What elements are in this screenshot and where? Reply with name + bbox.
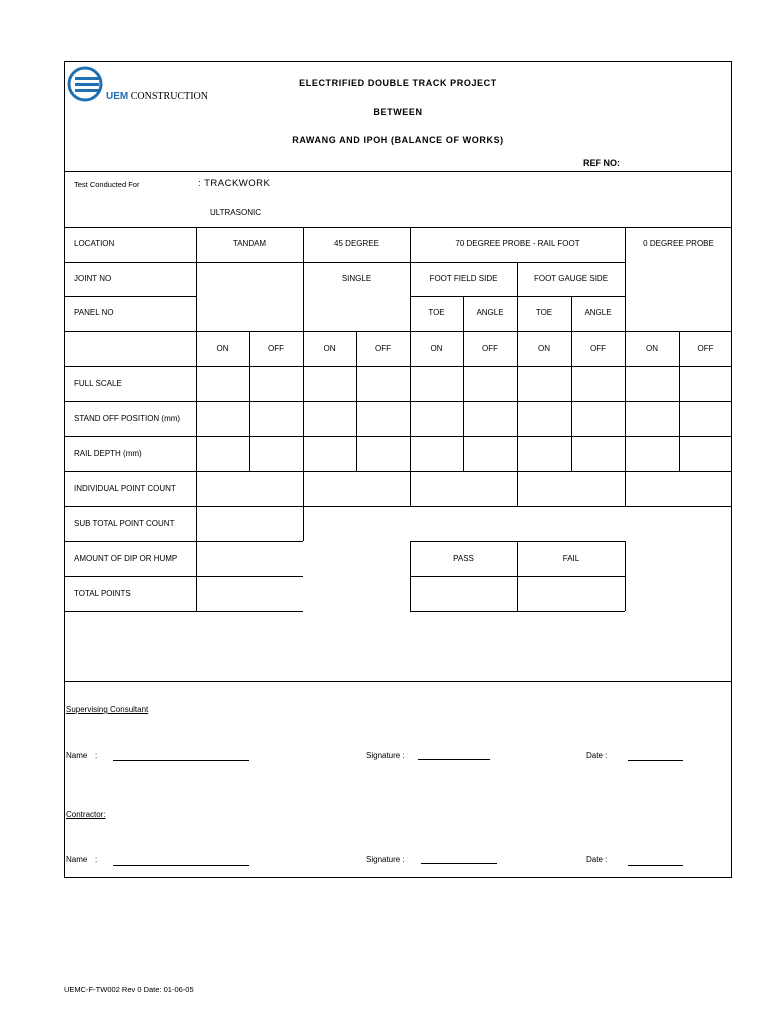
col-line (571, 296, 572, 471)
col-line (463, 296, 464, 471)
consultant-date-line[interactable] (628, 760, 683, 761)
row-line (64, 401, 732, 402)
full-scale-label: FULL SCALE (74, 379, 122, 388)
row-line (64, 366, 732, 367)
contractor-signature-label: Signature : (366, 855, 405, 864)
location-label: LOCATION (74, 239, 115, 248)
on-header: ON (430, 344, 443, 353)
contractor-name-line[interactable] (113, 865, 249, 866)
consultant-name-line[interactable] (113, 760, 249, 761)
off-header: OFF (590, 344, 606, 353)
col-line (410, 541, 411, 611)
individual-count-label: INDIVIDUAL POINT COUNT (74, 484, 176, 493)
row-line (64, 331, 732, 332)
col-line (625, 541, 626, 611)
col-line (517, 541, 518, 611)
angle-header: ANGLE (584, 308, 612, 317)
off-header: OFF (482, 344, 498, 353)
toe-header: TOE (428, 308, 445, 317)
col-line (625, 227, 626, 506)
off-header: OFF (268, 344, 284, 353)
consultant-date-label: Date : (586, 751, 608, 760)
test-divider (64, 227, 732, 228)
standoff-label: STAND OFF POSITION (mm) (74, 414, 181, 423)
row-line (64, 506, 732, 507)
foot-field-header: FOOT FIELD SIDE (429, 274, 498, 283)
test-conducted-label: Test Conducted For (74, 180, 140, 189)
total-points-label: TOTAL POINTS (74, 589, 131, 598)
deg70-header: 70 DEGREE PROBE - RAIL FOOT (455, 239, 580, 248)
form-code-footer: UEMC-F-TW002 Rev 0 Date: 01-06-05 (64, 985, 194, 994)
foot-gauge-header: FOOT GAUGE SIDE (533, 274, 609, 283)
off-header: OFF (375, 344, 391, 353)
row-line (64, 471, 732, 472)
tandam-header: TANDAM (232, 239, 267, 248)
fail-header: FAIL (562, 554, 580, 563)
joint-no-label: JOINT NO (74, 274, 112, 283)
row-line (64, 541, 303, 542)
on-header: ON (323, 344, 336, 353)
contractor-name-colon: : (95, 855, 98, 864)
single-header: SINGLE (341, 274, 372, 283)
angle-header: ANGLE (476, 308, 504, 317)
on-header: ON (216, 344, 229, 353)
consultant-heading: Supervising Consultant (66, 705, 149, 714)
contractor-date-label: Date : (586, 855, 608, 864)
on-header: ON (646, 344, 658, 353)
company-logo-text (106, 91, 208, 102)
col-line (517, 262, 518, 506)
col-line (410, 227, 411, 506)
col-line (196, 227, 197, 611)
row-line (64, 262, 410, 263)
contractor-signature-line[interactable] (421, 863, 497, 864)
on-header: ON (538, 344, 550, 353)
signoff-divider (64, 681, 732, 682)
panel-no-label: PANEL NO (74, 308, 114, 317)
test-conducted-value: : TRACKWORK (198, 178, 271, 189)
row-line (410, 611, 625, 612)
consultant-signature-label: Signature : (366, 751, 405, 760)
company-suffix: CONSTRUCTION (130, 91, 208, 102)
dip-hump-label: AMOUNT OF DIP OR HUMP (74, 554, 178, 563)
project-between: BETWEEN (373, 107, 423, 117)
project-title: ELECTRIFIED DOUBLE TRACK PROJECT (299, 78, 497, 88)
contractor-heading: Contractor: (66, 810, 106, 819)
toe-header: TOE (535, 308, 553, 317)
deg45-header: 45 DEGREE (334, 239, 379, 248)
ref-no-label: REF NO: (583, 158, 620, 168)
row-line (64, 436, 732, 437)
row-line (64, 576, 303, 577)
consultant-name-label: Name (66, 751, 88, 760)
header-divider (64, 171, 732, 172)
consultant-signature-line[interactable] (418, 759, 490, 760)
pass-header: PASS (453, 554, 474, 563)
off-header: OFF (697, 344, 714, 353)
deg0-header: 0 DEGREE PROBE (643, 239, 714, 248)
row-line (64, 611, 303, 612)
subtotal-count-label: SUB TOTAL POINT COUNT (74, 519, 175, 528)
project-route: RAWANG AND IPOH (BALANCE OF WORKS) (292, 135, 504, 145)
row-line (64, 296, 196, 297)
consultant-name-colon: : (95, 751, 98, 760)
contractor-name-label: Name (66, 855, 88, 864)
rail-depth-label: RAIL DEPTH (mm) (74, 449, 142, 458)
contractor-date-line[interactable] (628, 865, 683, 866)
test-method: ULTRASONIC (210, 208, 261, 217)
company-name: UEM (106, 91, 129, 102)
